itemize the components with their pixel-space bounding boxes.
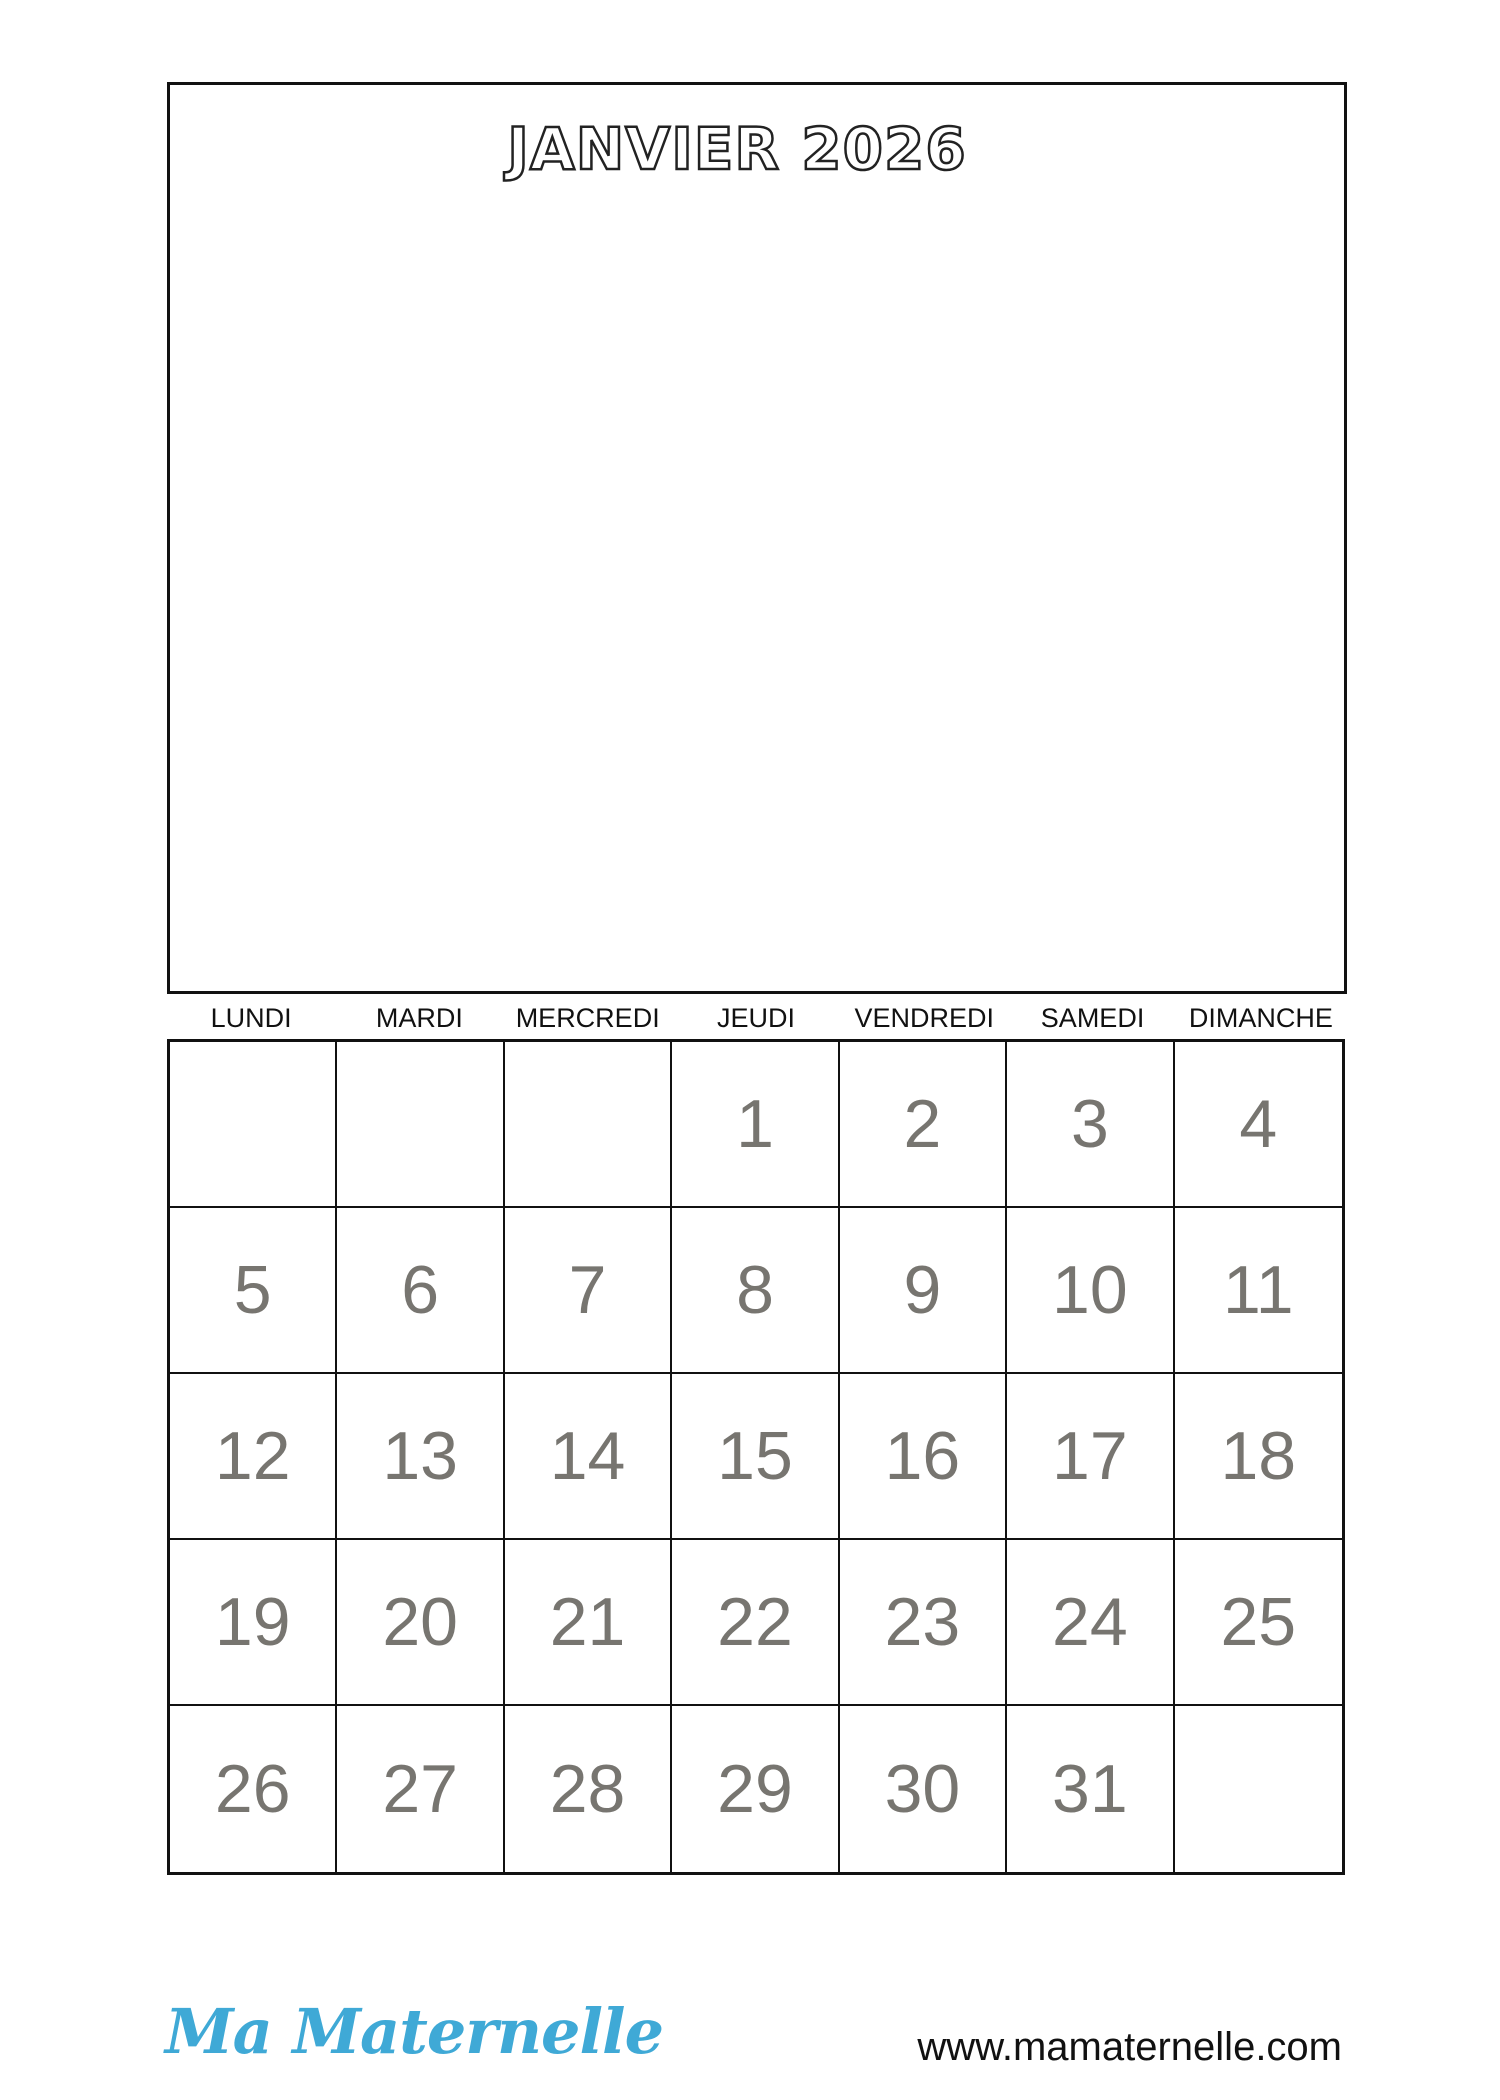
empty-cell: [1175, 1706, 1342, 1872]
day-cell: 5: [170, 1208, 337, 1374]
day-cell: 25: [1175, 1540, 1342, 1706]
empty-cell: [505, 1042, 672, 1208]
weekday-label: MARDI: [375, 1003, 463, 1033]
weekday-label: SAMEDI: [1040, 1003, 1145, 1033]
weekday-label: VENDREDI: [854, 1003, 995, 1033]
weekday-label: DIMANCHE: [1188, 1003, 1333, 1033]
day-cell: 11: [1175, 1208, 1342, 1374]
logo: Ma Maternelle: [165, 1995, 664, 2068]
day-cell: 10: [1007, 1208, 1174, 1374]
day-cell: 8: [672, 1208, 839, 1374]
weekday-label: JEUDI: [716, 1003, 795, 1033]
day-cell: 24: [1007, 1540, 1174, 1706]
day-cell: 18: [1175, 1374, 1342, 1540]
day-cell: 21: [505, 1540, 672, 1706]
empty-cell: [337, 1042, 504, 1208]
month-title: JANVIER 2026: [507, 115, 967, 183]
day-cell: 15: [672, 1374, 839, 1540]
day-cell: 14: [505, 1374, 672, 1540]
calendar-grid: [167, 1039, 1345, 1875]
day-cell: 31: [1007, 1706, 1174, 1872]
day-cell: 28: [505, 1706, 672, 1872]
day-cell: 9: [840, 1208, 1007, 1374]
weekday-label: LUNDI: [210, 1003, 292, 1033]
empty-cell: [170, 1042, 337, 1208]
day-cell: 16: [840, 1374, 1007, 1540]
drawing-frame: [167, 82, 1347, 994]
day-cell: 30: [840, 1706, 1007, 1872]
day-cell: 3: [1007, 1042, 1174, 1208]
day-cell: 27: [337, 1706, 504, 1872]
day-cell: 19: [170, 1540, 337, 1706]
day-cell: 26: [170, 1706, 337, 1872]
day-cell: 20: [337, 1540, 504, 1706]
day-cell: 6: [337, 1208, 504, 1374]
day-cell: 1: [672, 1042, 839, 1208]
day-cell: 17: [1007, 1374, 1174, 1540]
day-cell: 12: [170, 1374, 337, 1540]
weekday-header: [167, 998, 1345, 1038]
day-cell: 22: [672, 1540, 839, 1706]
day-cell: 29: [672, 1706, 839, 1872]
day-cell: 4: [1175, 1042, 1342, 1208]
weekday-label: MERCREDI: [515, 1003, 660, 1033]
day-cell: 7: [505, 1208, 672, 1374]
day-cell: 2: [840, 1042, 1007, 1208]
website-url: www.mamaternelle.com: [917, 2025, 1342, 2069]
day-cell: 23: [840, 1540, 1007, 1706]
day-cell: 13: [337, 1374, 504, 1540]
